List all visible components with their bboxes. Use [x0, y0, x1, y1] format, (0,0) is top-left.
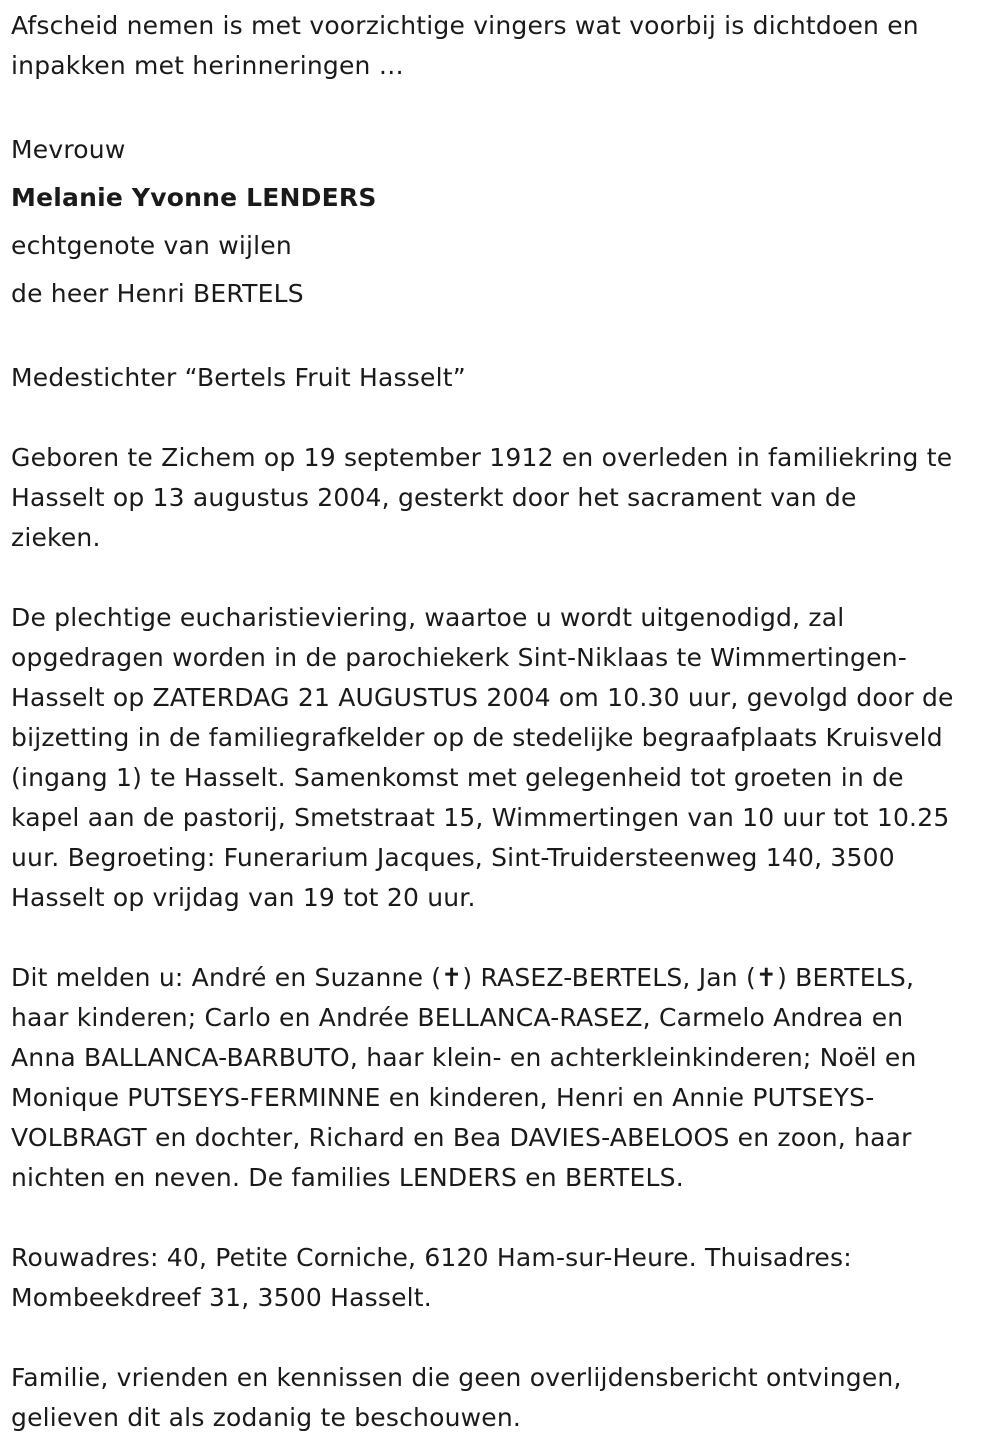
closing-line: Familie, vrienden en kennissen die geen overlijdensbericht ontvingen, — [11, 1363, 902, 1392]
spacer — [11, 318, 991, 358]
ceremony-line: kapel aan de pastorij, Smetstraat 15, Wimmertingen van 10 uur tot 10.25 — [11, 803, 950, 832]
ceremony-line: De plechtige eucharistieviering, waartoe u wordt uitgenodigd, zal — [11, 603, 845, 632]
announcers-line: VOLBRAGT en dochter, Richard en Bea DAVIES-ABELOOS en zoon, haar — [11, 1123, 912, 1152]
birth-death-line: Geboren te Zichem op 19 september 1912 en overleden in familiekring te — [11, 443, 953, 472]
spacer — [11, 1198, 991, 1238]
ceremony-line: Hasselt op ZATERDAG 21 AUGUSTUS 2004 om 10.30 uur, gevolgd door de — [11, 683, 954, 712]
spacer — [11, 86, 991, 126]
intro-line: Afscheid nemen is met voorzichtige vingers wat voorbij is dichtdoen en — [11, 11, 919, 40]
title-paragraph — [11, 358, 991, 398]
announcers-paragraph — [11, 958, 991, 1198]
closing-line: gelieven dit als zodanig te beschouwen. — [11, 1403, 522, 1432]
deceased-name: Melanie Yvonne LENDERS — [11, 183, 377, 212]
spacer — [11, 918, 991, 958]
closing-paragraph — [11, 1358, 991, 1438]
addresses-paragraph — [11, 1238, 991, 1318]
announcers-line: nichten en neven. De families LENDERS en BERTELS. — [11, 1163, 684, 1192]
spouse-line: de heer Henri BERTELS — [11, 279, 304, 308]
spacer — [11, 398, 991, 438]
birth-death-line: Hasselt op 13 augustus 2004, gesterkt door het sacrament van de — [11, 483, 857, 512]
announcers-line: Dit melden u: André en Suzanne (✝) RASEZ-BERTELS, Jan (✝) BERTELS, — [11, 963, 915, 992]
announcers-line: Monique PUTSEYS-FERMINNE en kinderen, Henri en Annie PUTSEYS- — [11, 1083, 875, 1112]
birth-death-line: zieken. — [11, 523, 101, 552]
ceremony-line: uur. Begroeting: Funerarium Jacques, Sint-Truidersteenweg 140, 3500 — [11, 843, 895, 872]
ceremony-line: (ingang 1) te Hasselt. Samenkomst met gelegenheid tot groeten in de — [11, 763, 904, 792]
ceremony-line: bijzetting in de familiegrafkelder op de stedelijke begraafplaats Kruisveld — [11, 723, 943, 752]
ceremony-paragraph — [11, 598, 991, 918]
intro-paragraph — [11, 6, 991, 86]
relation-line: echtgenote van wijlen — [11, 231, 292, 260]
founder-line: Medestichter “Bertels Fruit Hasselt” — [11, 363, 466, 392]
announcers-line: Anna BALLANCA-BARBUTO, haar klein- en achterkleinkinderen; Noël en — [11, 1043, 917, 1072]
death-notice — [11, 6, 991, 1438]
deceased-block — [11, 126, 991, 318]
birth-death-paragraph — [11, 438, 991, 558]
spacer — [11, 1318, 991, 1358]
ceremony-line: Hasselt op vrijdag van 19 tot 20 uur. — [11, 883, 476, 912]
honorific: Mevrouw — [11, 135, 126, 164]
announcers-line: haar kinderen; Carlo en Andrée BELLANCA-RASEZ, Carmelo Andrea en — [11, 1003, 904, 1032]
address-line: Rouwadres: 40, Petite Corniche, 6120 Ham-sur-Heure. Thuisadres: — [11, 1243, 852, 1272]
spacer — [11, 558, 991, 598]
address-line: Mombeekdreef 31, 3500 Hasselt. — [11, 1283, 432, 1312]
intro-line: inpakken met herinneringen … — [11, 51, 404, 80]
ceremony-line: opgedragen worden in de parochiekerk Sint-Niklaas te Wimmertingen- — [11, 643, 907, 672]
